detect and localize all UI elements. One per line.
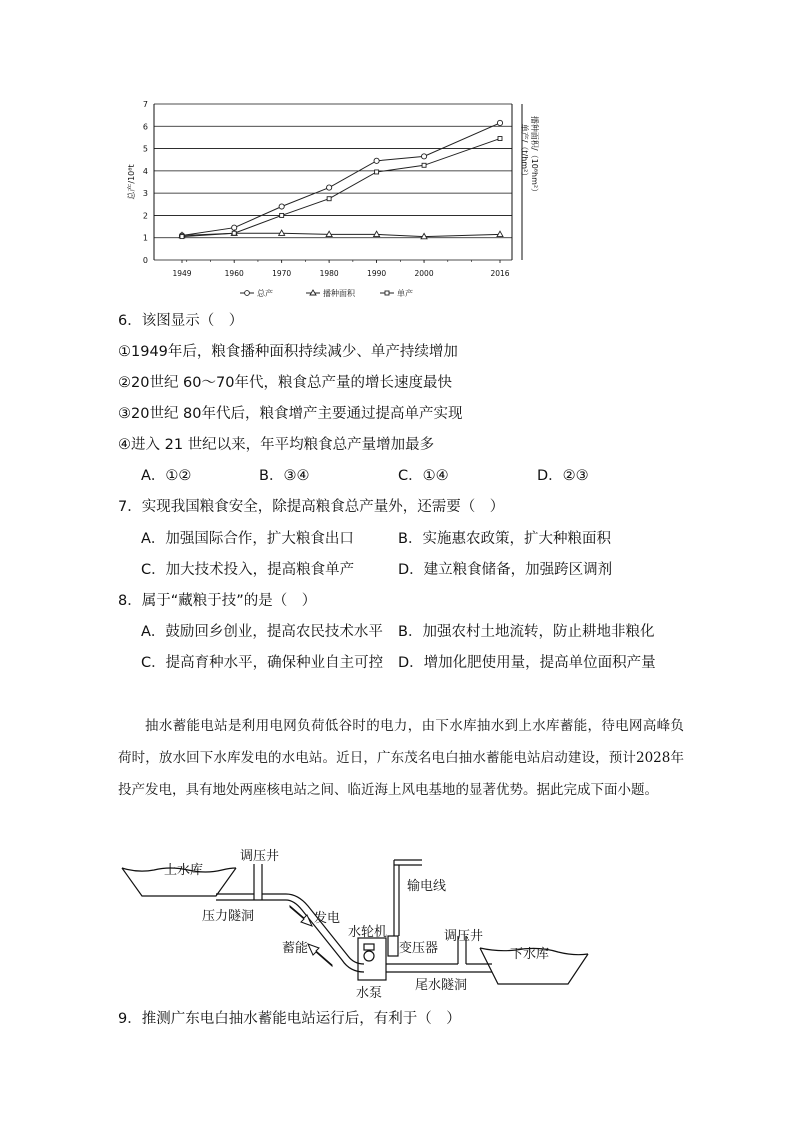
data-point-square — [280, 213, 284, 217]
label-storage: 蓄能 — [282, 941, 309, 956]
x-tick-label: 2000 — [414, 269, 434, 278]
data-point-square — [375, 170, 379, 174]
data-point-circle — [374, 158, 379, 163]
question-8-option-d[interactable]: D．增加化肥使用量，提高单位面积产量 — [398, 655, 656, 671]
y-axis-label-right-1: 单产/（t/hm²） — [520, 123, 529, 181]
question-6-option-b[interactable]: B．③④ — [259, 468, 310, 484]
y-tick-label: 7 — [142, 100, 148, 109]
x-tick-label: 1970 — [272, 269, 292, 278]
question-8-option-a[interactable]: A．鼓励回乡创业，提高农民技术水平 — [141, 624, 383, 640]
question-6-stem: 6．该图显示（ ） — [118, 313, 244, 329]
series-line-circle — [182, 123, 500, 236]
x-tick-label: 1960 — [224, 269, 244, 278]
question-6-option-a[interactable]: A．①② — [141, 468, 192, 484]
data-point-circle — [497, 120, 502, 125]
x-tick-label: 1949 — [172, 269, 192, 278]
transformer-box — [388, 936, 398, 956]
diagram-svg — [118, 842, 598, 1002]
label-turbine: 水轮机 — [348, 925, 388, 940]
question-6-statement-1: ①1949年后，粮食播种面积持续减少、单产持续增加 — [118, 344, 458, 360]
question-6-statement-2: ②20世纪 60～70年代，粮食总产量的增长速度最快 — [118, 375, 452, 391]
x-tick-label: 1990 — [367, 269, 387, 278]
question-7-option-a[interactable]: A．加强国际合作，扩大粮食出口 — [141, 531, 354, 547]
reading-passage — [118, 710, 684, 806]
data-point-triangle — [497, 231, 503, 236]
legend-label: 单产 — [397, 289, 413, 298]
x-tick-label: 2016 — [490, 269, 510, 278]
label-surge-shaft-right: 调压井 — [444, 929, 484, 944]
passage-text: 抽水蓄能电站是利用电网负荷低谷时的电力，由下水库抽水到上水库蓄能，待电网高峰负荷时，放水回下水库发电的水电站。近日，广东茂名电白抽水蓄能电站启动建设，预计2028年投产发电，具有地处两座核电站之间、临近海上风电基地的显著优势。据此完成下面小题。 — [118, 718, 684, 798]
tailrace-tunnel — [386, 964, 492, 972]
y-tick-label: 5 — [142, 144, 148, 154]
question-8-option-b[interactable]: B．加强农村土地流转，防止耕地非粮化 — [398, 624, 655, 640]
label-power-line: 输电线 — [407, 879, 447, 894]
label-lower-reservoir: 下水库 — [510, 947, 550, 962]
chart-svg — [108, 96, 548, 306]
label-pump: 水泵 — [356, 986, 383, 1001]
label-surge-shaft-left: 调压井 — [240, 849, 280, 864]
power-line — [394, 860, 422, 936]
y-tick-label: 2 — [142, 211, 148, 221]
label-transformer: 变压器 — [399, 941, 439, 956]
label-pressure-tunnel: 压力隧洞 — [202, 909, 255, 924]
data-point-square — [327, 197, 331, 201]
data-point-square — [232, 231, 236, 235]
data-point-square — [498, 137, 502, 141]
pumped-storage-diagram — [118, 842, 598, 1002]
y-tick-label: 6 — [142, 122, 148, 132]
question-8-stem: 8．属于“藏粮于技”的是（ ） — [118, 593, 317, 609]
legend-marker-square — [385, 291, 389, 295]
turbine-cap — [364, 944, 374, 950]
label-upper-reservoir: 上水库 — [164, 863, 204, 878]
storage-arrow — [308, 944, 332, 966]
legend-label: 播种面积 — [323, 289, 355, 298]
y-axis-label-left: 总产/10⁸t — [127, 164, 136, 200]
question-6-option-c[interactable]: C．①④ — [398, 468, 449, 484]
question-7-stem: 7．实现我国粮食安全，除提高粮食总产量外，还需要（ ） — [118, 499, 505, 515]
question-7-option-c[interactable]: C．加大技术投入，提高粮食单产 — [141, 562, 355, 578]
question-7-option-b[interactable]: B．实施惠农政策，扩大种粮面积 — [398, 531, 611, 547]
grain-production-chart — [108, 96, 548, 306]
series-line-square — [182, 139, 500, 237]
data-point-square — [422, 163, 426, 167]
y-tick-label: 3 — [142, 189, 148, 199]
data-point-circle — [327, 185, 332, 190]
question-9-stem: 9．推测广东电白抽水蓄能电站运行后，有利于（ ） — [118, 1011, 461, 1027]
data-point-circle — [279, 204, 284, 209]
data-point-circle — [421, 154, 426, 159]
question-8-option-c[interactable]: C．提高育种水平，确保种业自主可控 — [141, 655, 384, 671]
question-6-statement-3: ③20世纪 80年代后，粮食增产主要通过提高单产实现 — [118, 406, 463, 422]
label-generate: 发电 — [314, 911, 341, 926]
question-6-option-d[interactable]: D．②③ — [537, 468, 589, 484]
label-tailrace-tunnel: 尾水隧洞 — [415, 978, 468, 993]
data-point-square — [180, 235, 184, 239]
question-7-option-d[interactable]: D．建立粮食储备，加强跨区调剂 — [398, 562, 613, 578]
legend-label: 总产 — [257, 289, 273, 298]
turbine-wheel — [364, 951, 374, 961]
surge-shaft-left — [254, 864, 262, 900]
y-axis-label-right-2: 播种面积/（10⁸hm²） — [530, 115, 539, 197]
question-6-statement-4: ④进入 21 世纪以来，年平均粮食总产量增加最多 — [118, 437, 435, 453]
y-tick-label: 1 — [142, 233, 148, 243]
y-tick-label: 0 — [142, 256, 148, 265]
y-tick-label: 4 — [142, 166, 148, 176]
legend-marker-circle — [245, 291, 250, 296]
x-tick-label: 1980 — [319, 269, 339, 278]
